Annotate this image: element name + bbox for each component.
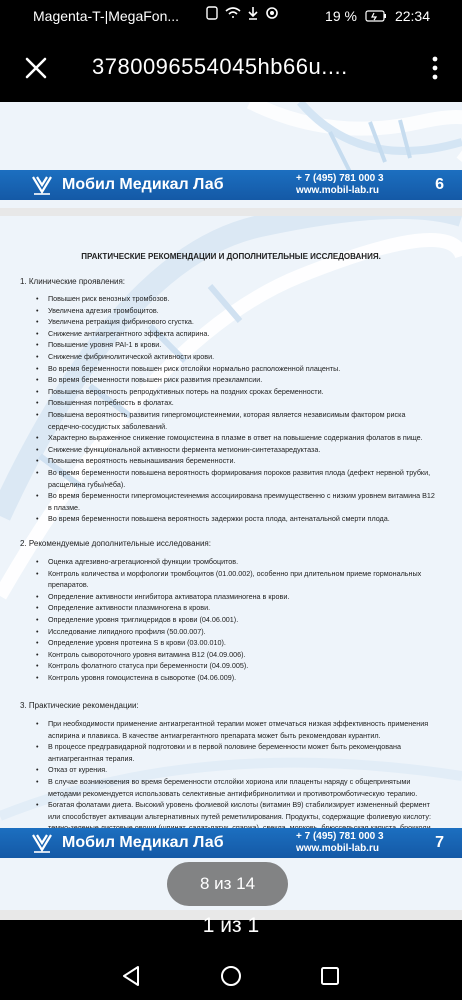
list-item: • Снижение фибринолитической активности крови. — [26, 351, 438, 363]
list-item: • Определение уровня триглицеридов в крови (04.06.001). — [26, 614, 438, 626]
page-banner-previous — [0, 170, 462, 200]
list-item: • Во время беременности гипергомоцистеинемия ассоциирована преимущественно с низким уровнем витамина В12 в плазме. — [26, 490, 438, 513]
contact-info — [296, 173, 384, 197]
battery-icon — [365, 10, 387, 22]
list-item: • Оценка адгезивно-агрегационной функции тромбоцитов. — [26, 556, 438, 568]
battery-level: 19 % — [325, 8, 357, 24]
list-item: • Повышена вероятность невынашивания беременности. — [26, 455, 438, 467]
page-number: 7 — [435, 834, 444, 851]
list-item: • Во время беременности повышена вероятность задержки роста плода, антенатальной смерти плода. — [26, 513, 438, 525]
list-item: • При необходимости применение антиагрегантной терапии может отмечаться низкая эффективность применения аспирина и плавикса. В качестве антиагрегантного препарата может быть рекомендован курантил. — [26, 718, 438, 741]
list-item: • Исследование липидного профиля (50.00.007). — [26, 626, 438, 638]
list-item: • Снижение антиагрегантного эффекта аспирина. — [26, 328, 438, 340]
list-item: • Во время беременности повышен риск развития преэклампсии. — [26, 374, 438, 386]
page-indicator: 8 из 14 — [167, 862, 288, 906]
list-item: • Снижение функциональной активности фермента метионин-синтетазаредуктаза. — [26, 444, 438, 456]
recents-nav-icon[interactable] — [318, 964, 342, 988]
phone-number: + 7 (495) 781 000 3 — [296, 173, 384, 184]
list-item: • Контроль уровня гомоцистеина в сыворотке (04.06.009). — [26, 672, 438, 684]
document-viewer[interactable] — [0, 102, 462, 920]
document-title: 3780096554045hb66u.... — [92, 54, 348, 79]
list-item: • Определение активности плазминогена в крови. — [26, 602, 438, 614]
list-item: • Характерно выраженное снижение гомоцистеина в плазме в ответ на повышение содержания фолатов в пище. — [26, 432, 438, 444]
download-icon — [247, 6, 259, 20]
page-banner-current — [0, 828, 462, 858]
bottom-bar — [0, 914, 462, 1000]
back-nav-icon[interactable] — [120, 964, 144, 988]
more-options-icon[interactable] — [428, 54, 442, 82]
brand-name: Мобил Медикал Лаб — [62, 834, 224, 851]
list-item: • Повышение уровня PAI-1 в крови. — [26, 339, 438, 351]
status-bar — [0, 0, 462, 34]
list-item: • Богатая фолатами диета. Высокий уровень фолиевой кислоты (витамин В9) стабилизирует измененный фермент или способствует активации альтернативных путей реметилирования. Продукты, содержащие фолиевую кислоту: — [26, 799, 438, 834]
list-item: • Контроль количества и морфологии тромбоцитов (01.00.002), особенно при длительном приеме гормональных препаратов. — [26, 568, 438, 591]
list-item: • Во время беременности повышена вероятность формирования пороков развития плода (дефект нервной трубки, расщелина губы/нёба). — [26, 467, 438, 490]
list-item: • В процессе предгравидарной подготовки и в первой половине беременности может быть рекомендована антиагрегантная терапия. — [26, 741, 438, 764]
mobil-lab-logo-icon — [30, 174, 54, 196]
wifi-icon — [225, 6, 241, 20]
document-heading: ПРАКТИЧЕСКИЕ РЕКОМЕНДАЦИИ И ДОПОЛНИТЕЛЬНЫЕ ИССЛЕДОВАНИЯ. — [81, 252, 381, 261]
document-page-previous — [0, 102, 462, 208]
sync-icon — [265, 6, 279, 20]
sim-icon — [205, 6, 219, 20]
website-url: www.mobil-lab.ru — [296, 843, 379, 854]
section-list-recommendations — [26, 718, 438, 834]
list-item: • Повышенная потребность в фолатах. — [26, 397, 438, 409]
website-url: www.mobil-lab.ru — [296, 185, 379, 196]
section-list-clinical — [26, 293, 438, 525]
contact-info — [296, 831, 384, 855]
section-heading: 3. Практические рекомендации: — [20, 701, 139, 710]
list-item: • Увеличена адгезия тромбоцитов. — [26, 305, 438, 317]
brand-name: Мобил Медикал Лаб — [62, 176, 224, 193]
list-item: • Повышена вероятность развития гипергомоцистеинемии, которая является независимым фактором риска сердечно-сосудистых заболеваний. — [26, 409, 438, 432]
section-heading: 2. Рекомендуемые дополнительные исследования: — [20, 539, 211, 548]
section-heading: 1. Клинические проявления: — [20, 277, 126, 286]
status-right — [325, 8, 430, 24]
close-icon[interactable] — [22, 54, 50, 82]
result-count: 1 из 1 — [202, 914, 260, 937]
list-item: • Увеличена ретракция фибринового сгустка. — [26, 316, 438, 328]
page-number: 6 — [435, 176, 444, 193]
list-item: • Отказ от курения. — [26, 764, 438, 776]
status-icons — [205, 6, 279, 20]
home-nav-icon[interactable] — [219, 964, 243, 988]
list-item: • В случае возникновения во время беременности отслойки хориона или плаценты наряду с общепринятыми методами рекомендуется использовать селективные антифибринолитики и противотромботическую терапию. — [26, 776, 438, 799]
carrier-name: Magenta-T-|MegaFon... — [33, 8, 180, 24]
list-item: • Во время беременности повышен риск отслойки нормально расположенной плаценты. — [26, 363, 438, 375]
app-bar — [0, 34, 462, 102]
list-item: • Контроль фолатного статуса при беременности (04.09.005). — [26, 660, 438, 672]
list-item: • Повышена вероятность репродуктивных потерь на поздних сроках беременности. — [26, 386, 438, 398]
list-item: • Определение активности ингибитора активатора плазминогена в крови. — [26, 591, 438, 603]
document-page-current — [0, 216, 462, 910]
list-item: • Контроль сывороточного уровня витамина В12 (04.09.006). — [26, 649, 438, 661]
clock: 22:34 — [394, 8, 430, 24]
list-item: • Определение уровня протеина S в крови (03.00.010). — [26, 637, 438, 649]
list-item: • Повышен риск венозных тромбозов. — [26, 293, 438, 305]
mobil-lab-logo-icon — [30, 832, 54, 854]
phone-number: + 7 (495) 781 000 3 — [296, 831, 384, 842]
section-list-investigations — [26, 556, 438, 684]
